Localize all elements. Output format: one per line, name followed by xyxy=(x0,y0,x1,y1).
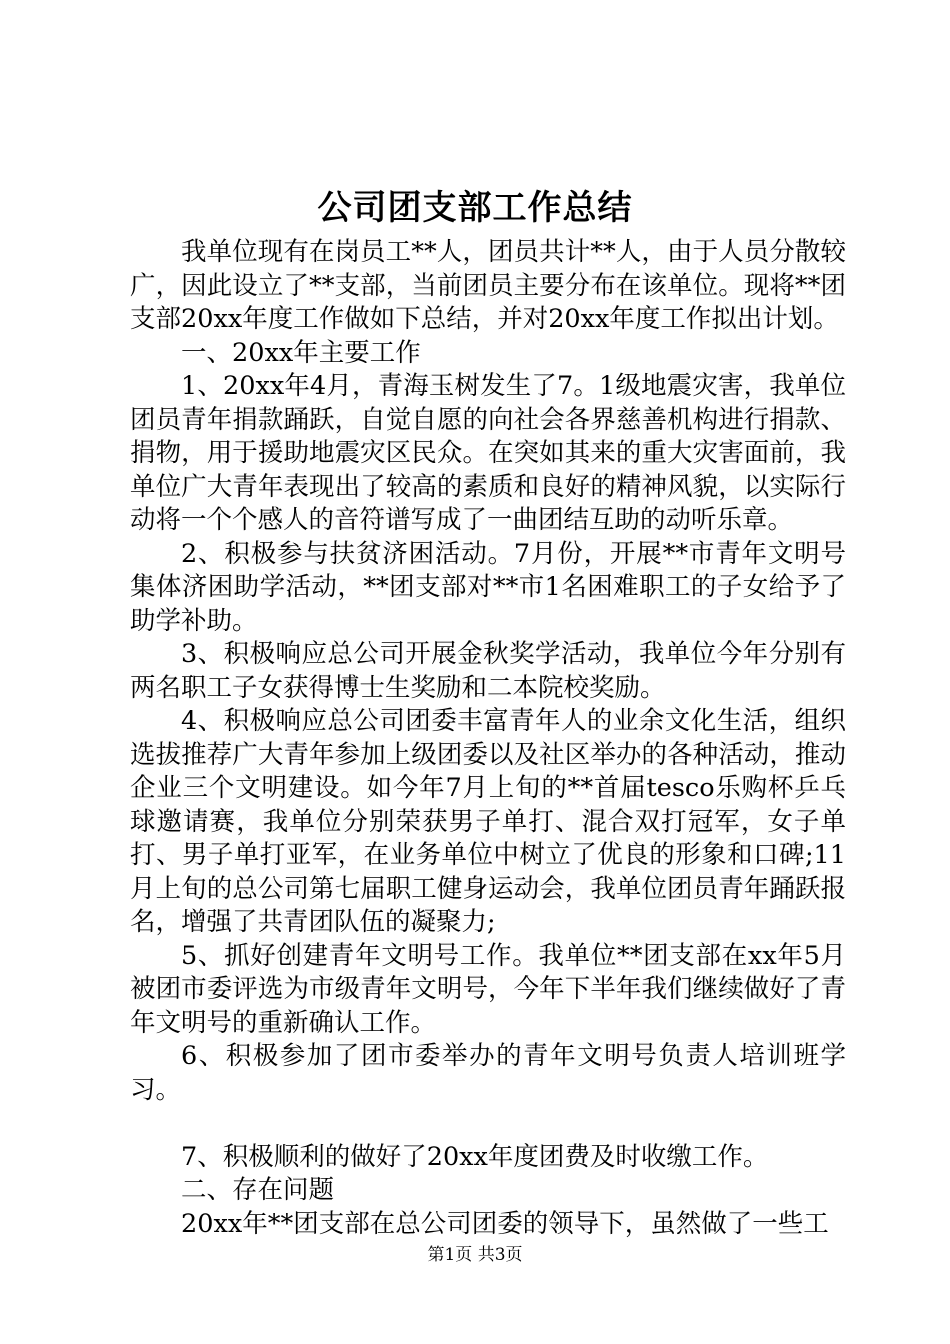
section-heading-problems: 二、存在问题 xyxy=(181,1175,335,1205)
page-footer: 第1页 共3页 xyxy=(427,1245,523,1265)
paragraph-item-6: 6、积极参加了团市委举办的青年文明号负责人培训班学习。 xyxy=(130,1041,846,1105)
paragraph-item-3: 3、积极响应总公司开展金秋奖学活动，我单位今年分别有两名职工子女获得博士生奖励和二本院校奖励。 xyxy=(130,639,846,703)
blank-line xyxy=(130,1107,846,1141)
paragraph-item-5: 5、抓好创建青年文明号工作。我单位**团支部在xx年5月被团市委评选为市级青年文明号，今年下半年我们继续做好了青年文明号的重新确认工作。 xyxy=(130,940,846,1038)
paragraph-intro: 我单位现有在岗员工**人，团员共计**人，由于人员分散较广，因此设立了**支部，当前团员主要分布在该单位。现将**团支部20xx年度工作做如下总结，并对20xx年度工作拟出计划。 xyxy=(130,237,846,334)
paragraph-problems: 20xx年**团支部在总公司团委的领导下，虽然做了一些工 xyxy=(181,1208,829,1239)
section-heading-main-work: 一、20xx年主要工作 xyxy=(181,337,421,368)
paragraph-item-1: 1、20xx年4月，青海玉树发生了7。1级地震灾害，我单位团员青年捐款踊跃，自觉自愿的向社会各界慈善机构进行捐款、捐物，用于援助地震灾区民众。在突如其来的重大灾害面前，我单位广大青年表现出了较高的素质和良好的精神风貌，以实际行动将一个个感人的音符谱写成了一曲团结互助的动听乐章。 xyxy=(130,371,846,535)
paragraph-item-2: 2、积极参与扶贫济困活动。7月份，开展**市青年文明号集体济困助学活动，**团支部对**市1名困难职工的子女给予了助学补助。 xyxy=(130,538,846,636)
paragraph-item-4: 4、积极响应总公司团委丰富青年人的业余文化生活，组织选拔推荐广大青年参加上级团委以及社区举办的各种活动，推动企业三个文明建设。如今年7月上旬的**首届tesco乐购杯乒乓球邀请赛，我单位分别荣获男子单打、混合双打冠军，女子单打、男子单打亚军，在业务单位中树立了优良的形象和口碑;11月上旬的总公司第七届职工健身运动会，我单位团员青年踊跃报名，增强了共青团队伍的凝聚力; xyxy=(130,706,846,937)
document-body xyxy=(130,236,846,1241)
document-title: 公司团支部工作总结 xyxy=(317,188,633,228)
paragraph-item-7: 7、积极顺利的做好了20xx年度团费及时收缴工作。 xyxy=(181,1141,769,1172)
